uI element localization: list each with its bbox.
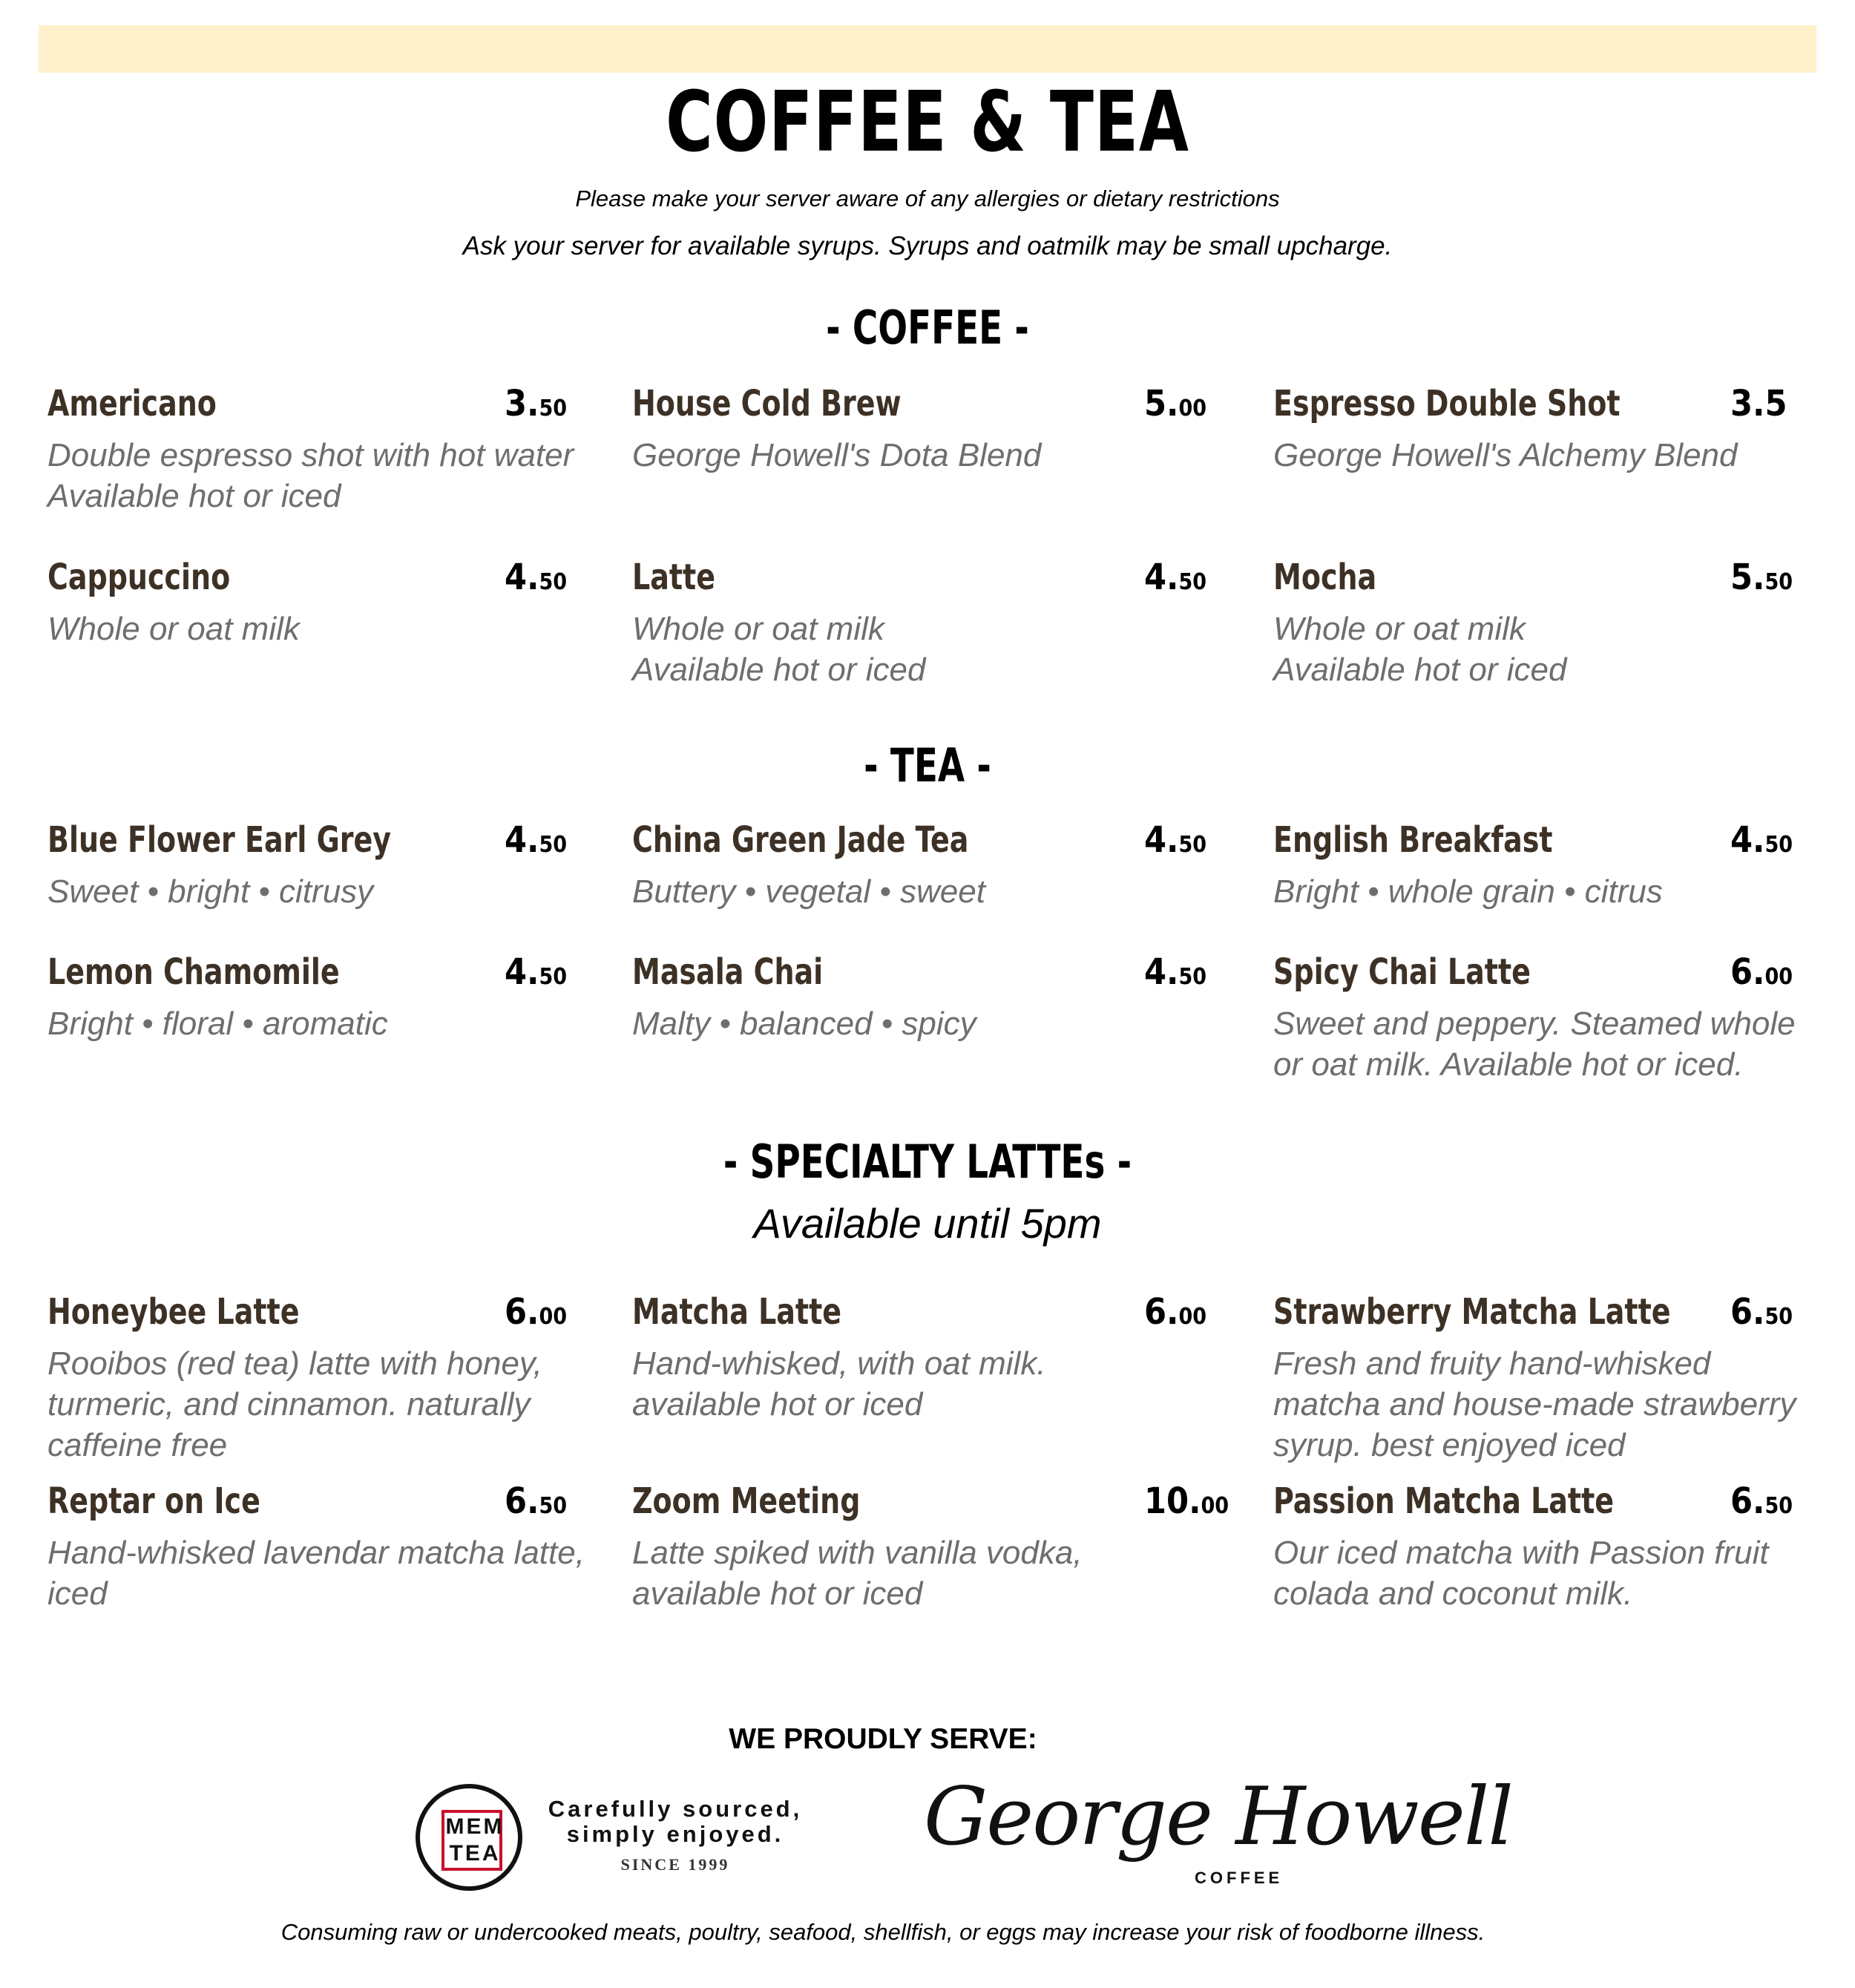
menu-item-name: House Cold Brew (632, 383, 902, 424)
menu-item-price (505, 1290, 567, 1339)
menu-item-price-cents: 50 (539, 569, 568, 595)
top-banner (39, 25, 1816, 73)
menu-item-name: Espresso Double Shot (1273, 383, 1621, 424)
menu-item-description: Malty • balanced • spicy (632, 1006, 976, 1042)
menu-item-name: Reptar on Ice (47, 1480, 260, 1522)
syrup-note: Ask your server for available syrups. Syrups and oatmilk may be small upcharge. (462, 232, 1393, 260)
menu-item-name: Strawberry Matcha Latte (1273, 1291, 1671, 1333)
menu-item-price-cents: 00 (1178, 1304, 1207, 1330)
menu-item-description: Double espresso shot with hot water Available hot or iced (47, 437, 574, 514)
menu-item-price-main: 4. (1144, 951, 1179, 993)
menu-item-price-cents: 50 (539, 1493, 568, 1519)
menu-item-price (1730, 381, 1787, 431)
menu-item-price-main: 6. (505, 1291, 539, 1333)
menu-item-price-cents: 50 (1764, 1493, 1793, 1519)
menu-item-price (1144, 381, 1206, 431)
menu-item-description: Whole or oat milk Available hot or iced (632, 611, 926, 688)
menu-item-description: Latte spiked with vanilla vodka, available hot or iced (632, 1535, 1083, 1612)
menu-item-description: George Howell's Dota Blend (632, 437, 1042, 473)
menu-item-price (505, 1479, 567, 1529)
menu-item-price-cents: 50 (1178, 569, 1207, 595)
memtea-logo-square (441, 1810, 505, 1871)
menu-item-price-cents: 50 (539, 396, 568, 421)
foodborne-illness-disclaimer: Consuming raw or undercooked meats, poultry, seafood, shellfish, or eggs may increase your risk of foodborne illness. (280, 1919, 1485, 1945)
menu-item-price-main: 4. (505, 557, 539, 598)
memtea-logo (416, 1784, 522, 1891)
menu-item-name: English Breakfast (1273, 819, 1553, 861)
menu-item-price-main: 6. (505, 1480, 539, 1522)
menu-item-price-cents: 00 (539, 1304, 568, 1330)
menu-item-price-cents: 00 (1201, 1493, 1229, 1519)
menu-item-description: Bright • floral • aromatic (47, 1006, 388, 1042)
menu-item-price-main: 6. (1730, 951, 1765, 993)
menu-item-price-main: 3. (505, 383, 539, 424)
menu-item-price-cents: 00 (1764, 964, 1793, 990)
menu-item-name: Passion Matcha Latte (1273, 1480, 1615, 1522)
menu-item-price-cents: 50 (1764, 569, 1793, 595)
menu-item-name: Latte (632, 557, 715, 598)
menu-item-price-main: 5. (1144, 383, 1179, 424)
george-howell-coffee-label: COFFEE (1195, 1869, 1284, 1887)
menu-item-price-main: 4. (1730, 819, 1765, 861)
memtea-tagline-1: Carefully sourced, (548, 1796, 803, 1822)
menu-item-price (1144, 1290, 1206, 1339)
menu-item-name: China Green Jade Tea (632, 819, 969, 861)
menu-item-description: Hand-whisked, with oat milk. available hot or iced (632, 1345, 1046, 1423)
menu-item-description: Sweet • bright • citrusy (47, 873, 374, 910)
specialty-section-title: - SPECIALTY LATTEs - (723, 1135, 1132, 1189)
menu-item-price (1730, 555, 1793, 605)
page-title: COFFEE & TEA (666, 74, 1189, 171)
menu-item-price (505, 555, 567, 605)
coffee-section-title: - COFFEE - (826, 301, 1029, 355)
menu-item-price-main: 3.5 (1730, 383, 1787, 424)
menu-item-price-main: 6. (1730, 1291, 1765, 1333)
menu-item-price (1730, 950, 1793, 1000)
menu-item-description: Rooibos (red tea) latte with honey, turmeric, and cinnamon. naturally caffeine free (47, 1345, 542, 1463)
menu-item-description: Buttery • vegetal • sweet (632, 873, 985, 910)
we-proudly-serve-heading: WE PROUDLY SERVE: (729, 1723, 1037, 1755)
menu-item-price-main: 4. (505, 951, 539, 993)
menu-item-description: Bright • whole grain • citrus (1273, 873, 1663, 910)
menu-item-name: Spicy Chai Latte (1273, 951, 1531, 993)
menu-item-description: Hand-whisked lavendar matcha latte, iced (47, 1535, 585, 1612)
menu-item-price-main: 6. (1144, 1291, 1179, 1333)
menu-item-price-cents: 50 (539, 832, 568, 858)
menu-item-name: Masala Chai (632, 951, 824, 993)
menu-item-price-cents: 50 (1178, 964, 1207, 990)
menu-item-description: Whole or oat milk (47, 611, 300, 647)
menu-item-price (1730, 1479, 1793, 1529)
memtea-logo-mem: MEM (445, 1814, 505, 1839)
menu-item-price-main: 4. (1144, 819, 1179, 861)
menu-item-description: Whole or oat milk Available hot or iced (1273, 611, 1567, 688)
memtea-tagline-2: simply enjoyed. (566, 1821, 784, 1847)
menu-item-name: Americano (47, 383, 217, 424)
george-howell-signature-logo: George Howell (924, 1771, 1512, 1863)
menu-item-description: Sweet and peppery. Steamed whole or oat milk. Available hot or iced. (1273, 1006, 1796, 1083)
menu-item-price (505, 381, 567, 431)
memtea-since: SINCE 1999 (620, 1855, 730, 1874)
menu-item-price-cents: 50 (539, 964, 568, 990)
menu-item-price-main: 10. (1144, 1480, 1201, 1522)
menu-item-price (1730, 818, 1793, 867)
menu-item-price-cents: 00 (1178, 396, 1207, 421)
menu-item-price (1144, 950, 1206, 1000)
menu-item-price-main: 4. (505, 819, 539, 861)
menu-item-name: Honeybee Latte (47, 1291, 300, 1333)
menu-item-price-main: 5. (1730, 557, 1765, 598)
menu-item-price-main: 6. (1730, 1480, 1765, 1522)
tea-section-title: - TEA - (864, 738, 991, 793)
menu-item-price (505, 818, 567, 867)
menu-item-price-cents: 50 (1764, 1304, 1793, 1330)
menu-item-price (1730, 1290, 1793, 1339)
menu-item-name: Cappuccino (47, 557, 231, 598)
menu-item-description: Fresh and fruity hand-whisked matcha and house-made strawberry syrup. best enjoyed iced (1273, 1345, 1796, 1463)
menu-item-description: Our iced matcha with Passion fruit colada and coconut milk. (1273, 1535, 1769, 1612)
menu-item-price (1144, 818, 1206, 867)
menu-item-description: George Howell's Alchemy Blend (1273, 437, 1738, 473)
menu-item-price (1144, 555, 1206, 605)
menu-item-price-main: 4. (1144, 557, 1179, 598)
menu-item-name: Blue Flower Earl Grey (47, 819, 392, 861)
menu-item-name: Matcha Latte (632, 1291, 842, 1333)
specialty-availability: Available until 5pm (753, 1200, 1102, 1247)
menu-item-price (1144, 1479, 1229, 1529)
menu-item-name: Zoom Meeting (632, 1480, 861, 1522)
memtea-logo-tea: TEA (449, 1841, 501, 1866)
menu-item-price-cents: 50 (1178, 832, 1207, 858)
menu-item-name: Lemon Chamomile (47, 951, 340, 993)
menu-item-price-cents: 50 (1764, 832, 1793, 858)
allergy-note: Please make your server aware of any allergies or dietary restrictions (575, 186, 1280, 211)
menu-item-name: Mocha (1273, 557, 1377, 598)
menu-item-price (505, 950, 567, 1000)
